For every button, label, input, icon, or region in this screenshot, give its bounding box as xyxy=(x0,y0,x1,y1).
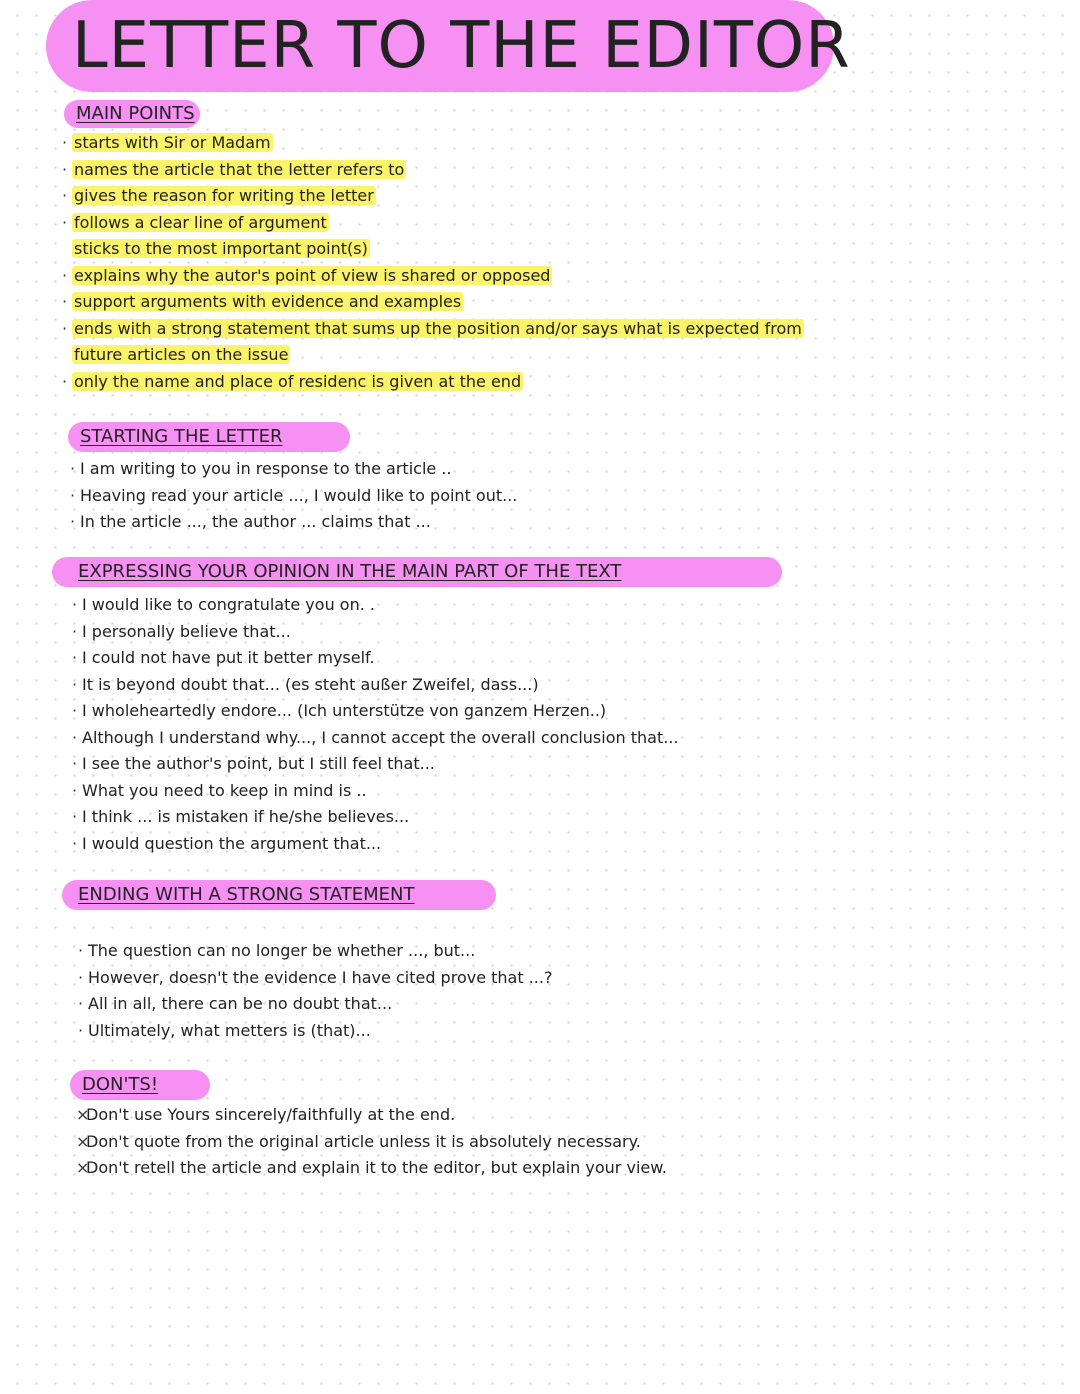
ending-list xyxy=(78,938,552,1044)
list-item: · support arguments with evidence and examples xyxy=(62,292,462,311)
cross-icon: × xyxy=(76,1131,90,1151)
list-item: · Heaving read your article ..., I would like to point out... xyxy=(70,485,518,505)
list-item: · follows a clear line of argument xyxy=(62,212,327,232)
list-item: · starts with Sir or Madam xyxy=(62,133,271,152)
list-item: · names the article that the letter refers to xyxy=(62,159,405,179)
list-item: ×Don't use Yours sincerely/faithfully at the end. xyxy=(76,1102,667,1129)
cross-icon: × xyxy=(76,1158,90,1177)
list-item: · I would like to congratulate you on. . xyxy=(72,595,375,614)
list-item: · Ultimately, what metters is (that)... xyxy=(78,1020,371,1040)
list-item: · I see the author's point, but I still feel that... xyxy=(72,754,435,773)
list-item: · I think ... is mistaken if he/she believes... xyxy=(72,807,410,826)
expressing-list xyxy=(72,592,678,857)
list-item: ×Don't quote from the original article unless it is absolutely necessary. xyxy=(76,1129,667,1156)
donts-list xyxy=(76,1102,667,1182)
heading-expressing-opinion: EXPRESSING YOUR OPINION IN THE MAIN PART OF THE TEXT xyxy=(52,557,782,587)
list-item: · It is beyond doubt that... (es steht außer Zweifel, dass...) xyxy=(72,674,539,694)
main-points-list xyxy=(62,130,804,395)
list-item: · gives the reason for writing the letter xyxy=(62,186,374,205)
heading-starting-the-letter: STARTING THE LETTER xyxy=(68,422,350,452)
list-item: · Although I understand why..., I cannot accept the overall conclusion that... xyxy=(72,727,679,747)
list-item: · The question can no longer be whether ..., but... xyxy=(78,941,476,960)
starting-list xyxy=(70,456,517,536)
list-item: · In the article ..., the author ... claims that ... xyxy=(70,512,431,531)
page-title: LETTER TO THE EDITOR xyxy=(72,9,851,83)
list-item: · What you need to keep in mind is .. xyxy=(72,780,367,800)
heading-donts: DON'TS! xyxy=(70,1070,210,1100)
heading-ending-strong-statement: ENDING WITH A STRONG STATEMENT xyxy=(62,880,496,910)
list-item: · only the name and place of residenc is given at the end xyxy=(62,371,522,391)
heading-main-points: MAIN POINTS xyxy=(64,100,200,128)
list-item: · I wholeheartedly endore... (Ich unterstütze von ganzem Herzen..) xyxy=(72,701,607,720)
list-item: · However, doesn't the evidence I have cited prove that ...? xyxy=(78,967,553,987)
list-item: future articles on the issue xyxy=(74,345,289,364)
list-item: sticks to the most important point(s) xyxy=(74,239,368,258)
list-item: · explains why the autor's point of view is shared or opposed xyxy=(62,265,551,285)
list-item: · I would question the argument that... xyxy=(72,833,382,853)
list-item: · All in all, there can be no doubt that... xyxy=(78,994,393,1013)
list-item: · I could not have put it better myself. xyxy=(72,648,375,667)
list-item: · I am writing to you in response to the article .. xyxy=(70,459,452,478)
cross-icon: × xyxy=(76,1105,90,1124)
list-item: · I personally believe that... xyxy=(72,621,291,641)
list-item: · ends with a strong statement that sums up the position and/or says what is expected from xyxy=(62,318,802,338)
list-item: ×Don't retell the article and explain it to the editor, but explain your view. xyxy=(76,1155,667,1182)
